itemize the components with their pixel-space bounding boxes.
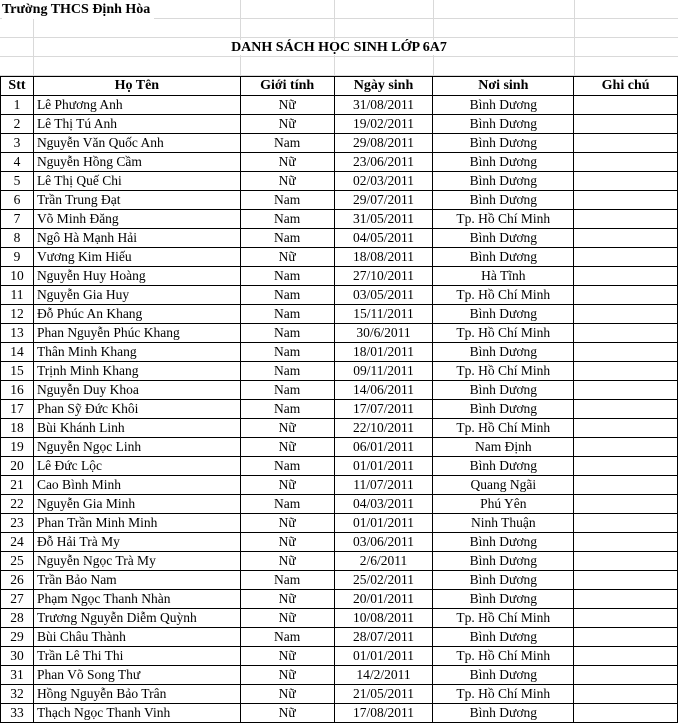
cell-stt[interactable]: 24 bbox=[1, 533, 34, 552]
cell-note[interactable] bbox=[574, 609, 678, 628]
cell-note[interactable] bbox=[574, 229, 678, 248]
cell-note[interactable] bbox=[574, 419, 678, 438]
cell-name[interactable]: Bùi Khánh Linh bbox=[33, 419, 240, 438]
table-row bbox=[1, 343, 678, 362]
cell-note[interactable] bbox=[574, 305, 678, 324]
cell-gender[interactable]: Nữ bbox=[240, 153, 334, 172]
cell-name[interactable]: Cao Bình Minh bbox=[33, 476, 240, 495]
cell-stt[interactable]: 11 bbox=[1, 286, 34, 305]
cell-gender[interactable]: Nam bbox=[240, 286, 334, 305]
cell-birthplace[interactable]: Bình Dương bbox=[433, 628, 574, 647]
cell-name[interactable]: Nguyễn Gia Huy bbox=[33, 286, 240, 305]
cell-name[interactable]: Hồng Nguyễn Bảo Trân bbox=[33, 685, 240, 704]
cell-birthplace[interactable]: Tp. Hồ Chí Minh bbox=[433, 647, 574, 666]
cell-birthplace[interactable]: Bình Dương bbox=[433, 457, 574, 476]
cell-gender[interactable]: Nam bbox=[240, 305, 334, 324]
cell-name[interactable]: Phạm Ngọc Thanh Nhàn bbox=[33, 590, 240, 609]
cell-note[interactable] bbox=[574, 514, 678, 533]
table-row bbox=[1, 400, 678, 419]
cell-stt[interactable]: 21 bbox=[1, 476, 34, 495]
table-row bbox=[1, 115, 678, 134]
cell-name[interactable]: Phan Võ Song Thư bbox=[33, 666, 240, 685]
cell-gender[interactable]: Nữ bbox=[240, 248, 334, 267]
cell-birthplace[interactable]: Bình Dương bbox=[433, 552, 574, 571]
cell-note[interactable] bbox=[574, 172, 678, 191]
cell-stt[interactable]: 5 bbox=[1, 172, 34, 191]
cell-dob[interactable]: 25/02/2011 bbox=[334, 571, 433, 590]
table-row bbox=[1, 685, 678, 704]
cell-stt[interactable]: 20 bbox=[1, 457, 34, 476]
cell-dob[interactable]: 19/02/2011 bbox=[334, 115, 433, 134]
cell-note[interactable] bbox=[574, 457, 678, 476]
cell-stt[interactable]: 6 bbox=[1, 191, 34, 210]
cell-gender[interactable]: Nam bbox=[240, 191, 334, 210]
cell-stt[interactable]: 22 bbox=[1, 495, 34, 514]
cell-birthplace[interactable]: Bình Dương bbox=[433, 400, 574, 419]
cell-name[interactable]: Nguyễn Huy Hoàng bbox=[33, 267, 240, 286]
table-row bbox=[1, 153, 678, 172]
table-row bbox=[1, 647, 678, 666]
cell-note[interactable] bbox=[574, 210, 678, 229]
cell-stt[interactable]: 3 bbox=[1, 134, 34, 153]
cell-name[interactable]: Trần Bảo Nam bbox=[33, 571, 240, 590]
cell-dob[interactable]: 03/05/2011 bbox=[334, 286, 433, 305]
cell-gender[interactable]: Nữ bbox=[240, 96, 334, 115]
table-row bbox=[1, 134, 678, 153]
table-row bbox=[1, 495, 678, 514]
table-row bbox=[1, 419, 678, 438]
cell-dob[interactable]: 29/08/2011 bbox=[334, 134, 433, 153]
cell-gender[interactable]: Nữ bbox=[240, 552, 334, 571]
cell-birthplace[interactable]: Tp. Hồ Chí Minh bbox=[433, 362, 574, 381]
cell-gender[interactable]: Nam bbox=[240, 362, 334, 381]
cell-dob[interactable]: 31/05/2011 bbox=[334, 210, 433, 229]
cell-birthplace[interactable]: Bình Dương bbox=[433, 229, 574, 248]
cell-name[interactable]: Trần Trung Đạt bbox=[33, 191, 240, 210]
cell-birthplace[interactable]: Bình Dương bbox=[433, 343, 574, 362]
cell-gender[interactable]: Nam bbox=[240, 457, 334, 476]
cell-dob[interactable]: 06/01/2011 bbox=[334, 438, 433, 457]
cell-gender[interactable]: Nữ bbox=[240, 438, 334, 457]
cell-dob[interactable]: 18/08/2011 bbox=[334, 248, 433, 267]
table-header-row bbox=[1, 77, 678, 96]
cell-note[interactable] bbox=[574, 647, 678, 666]
cell-note[interactable] bbox=[574, 286, 678, 305]
cell-note[interactable] bbox=[574, 628, 678, 647]
cell-birthplace[interactable]: Bình Dương bbox=[433, 590, 574, 609]
table-row bbox=[1, 324, 678, 343]
cell-birthplace[interactable]: Hà Tĩnh bbox=[433, 267, 574, 286]
cell-note[interactable] bbox=[574, 381, 678, 400]
cell-dob[interactable]: 14/06/2011 bbox=[334, 381, 433, 400]
cell-dob[interactable]: 01/01/2011 bbox=[334, 514, 433, 533]
cell-note[interactable] bbox=[574, 552, 678, 571]
cell-note[interactable] bbox=[574, 400, 678, 419]
cell-birthplace[interactable]: Bình Dương bbox=[433, 305, 574, 324]
cell-note[interactable] bbox=[574, 267, 678, 286]
cell-dob[interactable]: 10/08/2011 bbox=[334, 609, 433, 628]
cell-name[interactable]: Vương Kim Hiếu bbox=[33, 248, 240, 267]
cell-birthplace[interactable]: Bình Dương bbox=[433, 191, 574, 210]
table-row bbox=[1, 704, 678, 723]
table-row bbox=[1, 628, 678, 647]
cell-birthplace[interactable]: Bình Dương bbox=[433, 381, 574, 400]
cell-name[interactable]: Trương Nguyễn Diễm Quỳnh bbox=[33, 609, 240, 628]
page-title bbox=[0, 38, 678, 57]
cell-name[interactable]: Lê Đức Lộc bbox=[33, 457, 240, 476]
cell-stt[interactable]: 25 bbox=[1, 552, 34, 571]
grid-row-4 bbox=[0, 57, 678, 76]
table-row bbox=[1, 210, 678, 229]
cell-birthplace[interactable]: Phú Yên bbox=[433, 495, 574, 514]
cell-gender[interactable]: Nam bbox=[240, 343, 334, 362]
cell-name[interactable]: Trịnh Minh Khang bbox=[33, 362, 240, 381]
table-row bbox=[1, 381, 678, 400]
header-gender[interactable]: Giới tính bbox=[240, 77, 334, 96]
cell-gender[interactable]: Nữ bbox=[240, 704, 334, 723]
cell-note[interactable] bbox=[574, 476, 678, 495]
cell-gender[interactable]: Nam bbox=[240, 134, 334, 153]
table-row bbox=[1, 191, 678, 210]
cell-dob[interactable]: 15/11/2011 bbox=[334, 305, 433, 324]
cell-name[interactable]: Trần Lê Thi Thi bbox=[33, 647, 240, 666]
cell-dob[interactable]: 28/07/2011 bbox=[334, 628, 433, 647]
cell-dob[interactable]: 17/07/2011 bbox=[334, 400, 433, 419]
cell-dob[interactable]: 14/2/2011 bbox=[334, 666, 433, 685]
cell-gender[interactable]: Nữ bbox=[240, 172, 334, 191]
cell-stt[interactable]: 12 bbox=[1, 305, 34, 324]
cell-gender[interactable]: Nam bbox=[240, 229, 334, 248]
cell-note[interactable] bbox=[574, 666, 678, 685]
cell-dob[interactable]: 09/11/2011 bbox=[334, 362, 433, 381]
cell-gender[interactable]: Nam bbox=[240, 210, 334, 229]
cell-dob[interactable]: 03/06/2011 bbox=[334, 533, 433, 552]
cell-birthplace[interactable]: Bình Dương bbox=[433, 115, 574, 134]
cell-name[interactable]: Bùi Châu Thành bbox=[33, 628, 240, 647]
cell-stt[interactable]: 32 bbox=[1, 685, 34, 704]
cell-gender[interactable]: Nam bbox=[240, 495, 334, 514]
cell-birthplace[interactable]: Bình Dương bbox=[433, 248, 574, 267]
cell-dob[interactable]: 04/05/2011 bbox=[334, 229, 433, 248]
table-row bbox=[1, 552, 678, 571]
cell-name[interactable]: Ngô Hà Mạnh Hải bbox=[33, 229, 240, 248]
table-row bbox=[1, 305, 678, 324]
cell-birthplace[interactable]: Nam Định bbox=[433, 438, 574, 457]
cell-gender[interactable]: Nữ bbox=[240, 419, 334, 438]
cell-birthplace[interactable]: Tp. Hồ Chí Minh bbox=[433, 324, 574, 343]
cell-note[interactable] bbox=[574, 134, 678, 153]
cell-birthplace[interactable]: Quang Ngãi bbox=[433, 476, 574, 495]
cell-stt[interactable]: 29 bbox=[1, 628, 34, 647]
cell-dob[interactable]: 27/10/2011 bbox=[334, 267, 433, 286]
cell-dob[interactable]: 11/07/2011 bbox=[334, 476, 433, 495]
cell-stt[interactable]: 1 bbox=[1, 96, 34, 115]
cell-stt[interactable]: 23 bbox=[1, 514, 34, 533]
cell-name[interactable]: Lê Phương Anh bbox=[33, 96, 240, 115]
cell-birthplace[interactable]: Tp. Hồ Chí Minh bbox=[433, 685, 574, 704]
table-row bbox=[1, 476, 678, 495]
cell-name[interactable]: Nguyễn Duy Khoa bbox=[33, 381, 240, 400]
cell-note[interactable] bbox=[574, 115, 678, 134]
cell-dob[interactable]: 29/07/2011 bbox=[334, 191, 433, 210]
table-row bbox=[1, 609, 678, 628]
cell-note[interactable] bbox=[574, 685, 678, 704]
cell-gender[interactable]: Nữ bbox=[240, 666, 334, 685]
cell-stt[interactable]: 19 bbox=[1, 438, 34, 457]
cell-note[interactable] bbox=[574, 571, 678, 590]
cell-gender[interactable]: Nữ bbox=[240, 514, 334, 533]
cell-note[interactable] bbox=[574, 324, 678, 343]
header-stt[interactable]: Stt bbox=[1, 77, 34, 96]
cell-stt[interactable]: 7 bbox=[1, 210, 34, 229]
cell-birthplace[interactable]: Tp. Hồ Chí Minh bbox=[433, 609, 574, 628]
cell-name[interactable]: Thạch Ngọc Thanh Vinh bbox=[33, 704, 240, 723]
cell-dob[interactable]: 31/08/2011 bbox=[334, 96, 433, 115]
cell-stt[interactable]: 9 bbox=[1, 248, 34, 267]
cell-note[interactable] bbox=[574, 704, 678, 723]
table-row bbox=[1, 590, 678, 609]
table-row bbox=[1, 457, 678, 476]
table-row bbox=[1, 286, 678, 305]
cell-name[interactable]: Phan Nguyễn Phúc Khang bbox=[33, 324, 240, 343]
cell-birthplace[interactable]: Tp. Hồ Chí Minh bbox=[433, 419, 574, 438]
table-row bbox=[1, 172, 678, 191]
cell-gender[interactable]: Nam bbox=[240, 400, 334, 419]
cell-note[interactable] bbox=[574, 248, 678, 267]
cell-birthplace[interactable]: Tp. Hồ Chí Minh bbox=[433, 210, 574, 229]
cell-note[interactable] bbox=[574, 343, 678, 362]
cell-dob[interactable]: 2/6/2011 bbox=[334, 552, 433, 571]
cell-stt[interactable]: 10 bbox=[1, 267, 34, 286]
cell-stt[interactable]: 17 bbox=[1, 400, 34, 419]
table-row bbox=[1, 267, 678, 286]
cell-gender[interactable]: Nữ bbox=[240, 476, 334, 495]
header-birthplace[interactable]: Nơi sinh bbox=[433, 77, 574, 96]
cell-dob[interactable]: 04/03/2011 bbox=[334, 495, 433, 514]
cell-dob[interactable]: 21/05/2011 bbox=[334, 685, 433, 704]
cell-birthplace[interactable]: Tp. Hồ Chí Minh bbox=[433, 286, 574, 305]
cell-name[interactable]: Phan Trần Minh Minh bbox=[33, 514, 240, 533]
header-name[interactable]: Họ Tên bbox=[33, 77, 240, 96]
header-dob[interactable]: Ngày sinh bbox=[334, 77, 433, 96]
school-name: Trường THCS Định Hòa bbox=[2, 0, 154, 19]
cell-note[interactable] bbox=[574, 438, 678, 457]
table-row bbox=[1, 362, 678, 381]
table-row bbox=[1, 229, 678, 248]
cell-birthplace[interactable]: Bình Dương bbox=[433, 704, 574, 723]
cell-name[interactable]: Nguyễn Ngọc Linh bbox=[33, 438, 240, 457]
cell-name[interactable]: Lê Thị Tú Anh bbox=[33, 115, 240, 134]
cell-note[interactable] bbox=[574, 533, 678, 552]
table-row bbox=[1, 96, 678, 115]
cell-dob[interactable]: 02/03/2011 bbox=[334, 172, 433, 191]
cell-stt[interactable]: 16 bbox=[1, 381, 34, 400]
cell-note[interactable] bbox=[574, 191, 678, 210]
cell-gender[interactable]: Nữ bbox=[240, 590, 334, 609]
cell-dob[interactable]: 17/08/2011 bbox=[334, 704, 433, 723]
cell-stt[interactable]: 30 bbox=[1, 647, 34, 666]
cell-birthplace[interactable]: Ninh Thuận bbox=[433, 514, 574, 533]
cell-gender[interactable]: Nữ bbox=[240, 115, 334, 134]
cell-stt[interactable]: 18 bbox=[1, 419, 34, 438]
cell-birthplace[interactable]: Bình Dương bbox=[433, 96, 574, 115]
cell-stt[interactable]: 26 bbox=[1, 571, 34, 590]
cell-gender[interactable]: Nữ bbox=[240, 685, 334, 704]
title-text: DANH SÁCH HỌC SINH LỚP 6A7 bbox=[227, 40, 451, 55]
cell-gender[interactable]: Nam bbox=[240, 571, 334, 590]
cell-note[interactable] bbox=[574, 590, 678, 609]
grid-row-2 bbox=[0, 19, 678, 38]
cell-stt[interactable]: 4 bbox=[1, 153, 34, 172]
cell-stt[interactable]: 28 bbox=[1, 609, 34, 628]
cell-note[interactable] bbox=[574, 96, 678, 115]
cell-gender[interactable]: Nữ bbox=[240, 533, 334, 552]
cell-dob[interactable]: 30/6/2011 bbox=[334, 324, 433, 343]
cell-stt[interactable]: 8 bbox=[1, 229, 34, 248]
cell-note[interactable] bbox=[574, 495, 678, 514]
table-row bbox=[1, 533, 678, 552]
cell-birthplace[interactable]: Bình Dương bbox=[433, 153, 574, 172]
cell-gender[interactable]: Nam bbox=[240, 267, 334, 286]
cell-name[interactable]: Nguyễn Hồng Cầm bbox=[33, 153, 240, 172]
cell-stt[interactable]: 27 bbox=[1, 590, 34, 609]
cell-dob[interactable]: 01/01/2011 bbox=[334, 647, 433, 666]
table-row bbox=[1, 666, 678, 685]
cell-name[interactable]: Phan Sỹ Đức Khôi bbox=[33, 400, 240, 419]
cell-gender[interactable]: Nữ bbox=[240, 609, 334, 628]
student-table bbox=[0, 76, 678, 723]
cell-note[interactable] bbox=[574, 153, 678, 172]
table-row bbox=[1, 514, 678, 533]
cell-note[interactable] bbox=[574, 362, 678, 381]
cell-gender[interactable]: Nam bbox=[240, 324, 334, 343]
cell-name[interactable]: Nguyễn Văn Quốc Anh bbox=[33, 134, 240, 153]
cell-stt[interactable]: 14 bbox=[1, 343, 34, 362]
cell-dob[interactable]: 23/06/2011 bbox=[334, 153, 433, 172]
cell-stt[interactable]: 33 bbox=[1, 704, 34, 723]
cell-gender[interactable]: Nam bbox=[240, 628, 334, 647]
cell-dob[interactable]: 22/10/2011 bbox=[334, 419, 433, 438]
table-row bbox=[1, 248, 678, 267]
cell-dob[interactable]: 01/01/2011 bbox=[334, 457, 433, 476]
cell-name[interactable]: Võ Minh Đăng bbox=[33, 210, 240, 229]
cell-birthplace[interactable]: Bình Dương bbox=[433, 533, 574, 552]
cell-stt[interactable]: 13 bbox=[1, 324, 34, 343]
cell-name[interactable]: Nguyễn Ngọc Trà My bbox=[33, 552, 240, 571]
table-row bbox=[1, 438, 678, 457]
table-row bbox=[1, 571, 678, 590]
cell-stt[interactable]: 2 bbox=[1, 115, 34, 134]
cell-birthplace[interactable]: Bình Dương bbox=[433, 571, 574, 590]
cell-dob[interactable]: 20/01/2011 bbox=[334, 590, 433, 609]
cell-gender[interactable]: Nữ bbox=[240, 647, 334, 666]
cell-dob[interactable]: 18/01/2011 bbox=[334, 343, 433, 362]
cell-name[interactable]: Thân Minh Khang bbox=[33, 343, 240, 362]
cell-name[interactable]: Lê Thị Quế Chi bbox=[33, 172, 240, 191]
cell-gender[interactable]: Nam bbox=[240, 381, 334, 400]
cell-name[interactable]: Đỗ Hải Trà My bbox=[33, 533, 240, 552]
cell-name[interactable]: Nguyễn Gia Minh bbox=[33, 495, 240, 514]
cell-birthplace[interactable]: Bình Dương bbox=[433, 172, 574, 191]
header-note[interactable]: Ghi chú bbox=[574, 77, 678, 96]
cell-stt[interactable]: 15 bbox=[1, 362, 34, 381]
cell-birthplace[interactable]: Bình Dương bbox=[433, 666, 574, 685]
cell-birthplace[interactable]: Bình Dương bbox=[433, 134, 574, 153]
table-body bbox=[1, 96, 678, 723]
cell-name[interactable]: Đỗ Phúc An Khang bbox=[33, 305, 240, 324]
cell-stt[interactable]: 31 bbox=[1, 666, 34, 685]
